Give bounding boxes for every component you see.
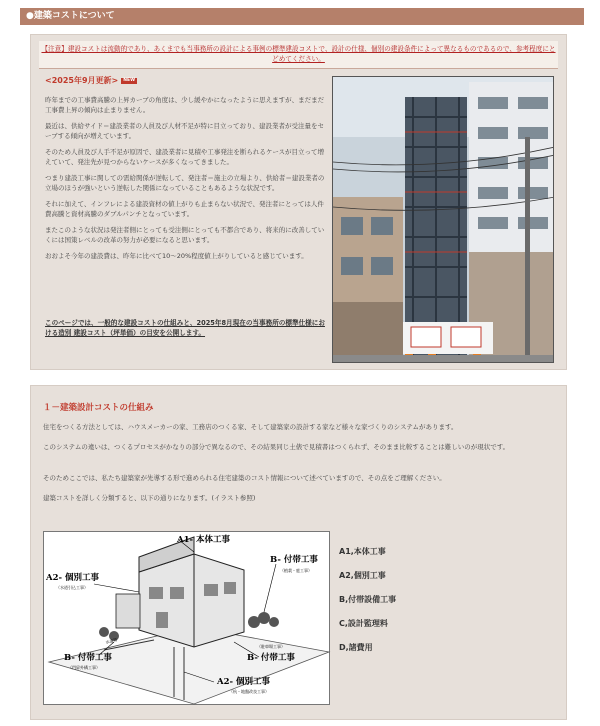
update-title: [45, 75, 137, 86]
notice-box: [39, 41, 558, 69]
paragraph: つまり建設工事に関しての需給関係が逆転して、発注者＝施主の立場より、供給者＝建設業者の立場のほうが強いという逆転した関係になっていることもあるような状況です。: [45, 174, 325, 192]
paragraph: 昨年までの工事費高騰の上昇カーブの角度は、少し緩やかになったように思えますが、まだまだ工事費上昇の傾向は止まりません。: [45, 96, 325, 114]
cost-item-c: C,設計監理料: [339, 619, 388, 628]
diagram-sublabel-a2-left: （水道引込工事）: [56, 585, 88, 590]
update-paragraphs: [45, 95, 325, 267]
diagram-label-a1: A1- 本体工事: [177, 535, 230, 545]
cost-item-a2: A2,個別工事: [339, 571, 386, 580]
paragraph: そのため人員及び人手不足が原因で、建設業者に見積や工事発注を断られるケースが目立って増えていて、発注先が見つからないケースが多くなってきました。: [45, 148, 325, 166]
cost-item-a1: A1,本体工事: [339, 547, 386, 556]
building-cost-panel: [30, 34, 567, 370]
diagram-sublabel-b-left: （門扉外構工事）: [68, 665, 100, 670]
diagram-label-a2-bottom: A2- 個別工事: [217, 677, 270, 687]
new-badge: NEW: [123, 77, 136, 83]
design-cost-panel: [30, 385, 567, 720]
construction-site-photo: [332, 76, 554, 363]
notice-text: 【注意】建設コストは流動的であり、あくまでも当事務所の設計による事例の標準建設コストで、設計の仕様、個別の建設条件によって異なるものであるので、参考程度にとどめてください。: [41, 45, 556, 63]
diagram-label-b-bottom: B- 付帯工事: [247, 653, 295, 663]
construction-photo-illustration: [333, 77, 554, 363]
paragraph: おおよそ今年の建設費は、昨年に比べて10〜20%程度値上がりしていると感じています。: [45, 252, 308, 260]
paragraph: 住宅をつくる方法としては、ハウスメーカーの家、工務店のつくる家、そして建築家の設計する家など様々な家づくりのシステムがあります。: [43, 423, 458, 431]
diagram-sublabel-b-bottom: （駐車場工事）: [257, 644, 285, 649]
section-header: ●建築コストについて: [20, 8, 584, 25]
cost-category-list: [339, 546, 396, 666]
diagram-sublabel-b-right: （植栽・庭工事）: [280, 568, 312, 573]
diagram-label-water-pipe: 水道管: [104, 637, 118, 645]
cost-item-b: B,付帯設備工事: [339, 595, 397, 604]
paragraph: またこのような状況は発注者側にとっても受注側にとっても不都合であり、将来的に改善していくには国策レベルの改革の努力が必要になると思います。: [45, 226, 325, 244]
paragraph: 建築コストを詳しく分類すると、以下の通りになります。(イラスト参照): [43, 494, 256, 502]
cost-item-d: D,諸費用: [339, 643, 373, 652]
paragraph: そのためここでは、私たち建築家が先導する形で進められる住宅建築のコスト情報について述べていますので、その点をご理解ください。: [43, 474, 446, 482]
diagram-sublabel-a2-bottom: （杭・地盤改良工事）: [229, 689, 269, 694]
diagram-label-a2-left: A2- 個別工事: [46, 573, 99, 583]
paragraph: 最近は、供給サイド＝建設業者の人員及び人材不足が特に目立っており、建設業者が受注量をセーブする傾向が増えています。: [45, 122, 325, 140]
section-title: １－建築設計コストの仕組み: [43, 403, 154, 413]
diagram-label-b-left: B- 付帯工事: [64, 653, 112, 663]
paragraph: このシステムの違いは、つくるプロセスがかなりの部分で異なるので、その結果同じ土俵で見積書はつくられず、そのまま比較することは難しいのが現状です。: [43, 443, 510, 451]
page-summary-note: このページでは、一般的な建設コストの仕組みと、2025年8月現在の当事務所の標準仕様における造別 建設コスト（坪単価）の目安を公開します。: [45, 319, 325, 337]
cost-breakdown-illustration: [43, 531, 330, 705]
diagram-label-b-right: B- 付帯工事: [270, 555, 318, 565]
paragraph: それに加えて、インフレによる建設資材の値上がりも止まらない状況で、発注者にとっては人件費高騰と資材高騰のダブルパンチとなっています。: [45, 200, 324, 218]
update-date: <2025年9月更新>: [45, 76, 119, 85]
